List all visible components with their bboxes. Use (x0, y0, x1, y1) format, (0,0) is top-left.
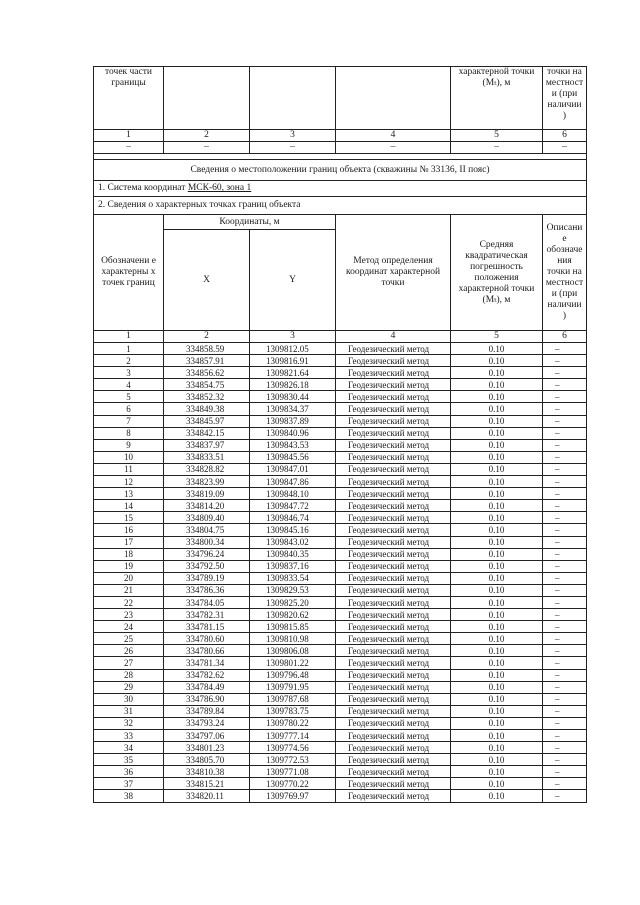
cell-d: – (543, 669, 587, 681)
table-row (94, 367, 587, 379)
cell-e: 0.10 (451, 427, 543, 439)
cell-m: Геодезический метод (336, 766, 451, 778)
cell-d: – (543, 427, 587, 439)
table-row (94, 512, 587, 524)
table-row (94, 451, 587, 463)
table-row (94, 415, 587, 427)
table-row (94, 584, 587, 596)
cell-m: Геодезический метод (336, 367, 451, 379)
cell-y: 1309825.20 (250, 596, 336, 608)
table-row (94, 681, 587, 693)
cell-e: 0.10 (451, 621, 543, 633)
table-row (94, 693, 587, 705)
table-row (94, 742, 587, 754)
cell-d: – (543, 524, 587, 536)
cell-e: 0.10 (451, 778, 543, 790)
cell-d: – (543, 717, 587, 729)
cell-m: Геодезический метод (336, 476, 451, 488)
cell-n: 10 (94, 451, 164, 463)
cell-n: 3 (94, 367, 164, 379)
cell-m: Геодезический метод (336, 524, 451, 536)
cell-m: Геодезический метод (336, 439, 451, 451)
cell-y: 1309791.95 (250, 681, 336, 693)
cell-d: – (543, 790, 587, 802)
top-col6-header: точки на местност и (при наличии ) (543, 67, 587, 130)
table-row (94, 633, 587, 645)
coord-system-name: МСК-60, зона 1 (187, 183, 252, 193)
cell-y: 1309840.35 (250, 548, 336, 560)
cell-m: Геодезический метод (336, 730, 451, 742)
table-row (94, 343, 587, 355)
cell-d: – (543, 403, 587, 415)
table-row (94, 548, 587, 560)
cell-e: 0.10 (451, 584, 543, 596)
cell-e: 0.10 (451, 355, 543, 367)
cell-d: – (543, 439, 587, 451)
cell-m: Геодезический метод (336, 560, 451, 572)
cell-n: 12 (94, 476, 164, 488)
cell-m: Геодезический метод (336, 778, 451, 790)
points-title: 2. Сведения о характерных точках границ объекта (94, 197, 587, 215)
cell-e: 0.10 (451, 754, 543, 766)
cell-n: 5 (94, 391, 164, 403)
cell-x: 334780.66 (164, 645, 250, 657)
header-coordinates: Координаты, м (164, 215, 336, 230)
cell-m: Геодезический метод (336, 669, 451, 681)
cell-e: 0.10 (451, 693, 543, 705)
cell-y: 1309821.64 (250, 367, 336, 379)
cell-x: 334801.23 (164, 742, 250, 754)
cell-d: – (543, 355, 587, 367)
cell-x: 334833.51 (164, 451, 250, 463)
cell-m: Геодезический метод (336, 355, 451, 367)
cell-x: 334815.21 (164, 778, 250, 790)
cell-y: 1309833.54 (250, 572, 336, 584)
cell-n: 16 (94, 524, 164, 536)
cell-d: – (543, 451, 587, 463)
coord-system: 1. Система координат МСК-60, зона 1 (94, 181, 587, 197)
cell-m: Геодезический метод (336, 645, 451, 657)
cell-y: 1309830.44 (250, 391, 336, 403)
cell-n: 18 (94, 548, 164, 560)
cell-m: Геодезический метод (336, 681, 451, 693)
table-row (94, 560, 587, 572)
header-method: Метод определения координат характерной точки (336, 215, 451, 331)
cell-x: 334819.09 (164, 488, 250, 500)
cell-d: – (543, 730, 587, 742)
cell-n: 26 (94, 645, 164, 657)
cell-y: 1309847.01 (250, 463, 336, 475)
cell-y: 1309837.16 (250, 560, 336, 572)
cell-y: 1309847.72 (250, 500, 336, 512)
cell-e: 0.10 (451, 463, 543, 475)
cell-d: – (543, 572, 587, 584)
table-row (94, 790, 587, 802)
cell-m: Геодезический метод (336, 621, 451, 633)
cell-m: Геодезический метод (336, 512, 451, 524)
coord-system-row (94, 181, 587, 197)
cell-n: 9 (94, 439, 164, 451)
cell-e: 0.10 (451, 572, 543, 584)
cell-y: 1309796.48 (250, 669, 336, 681)
top-header-row (94, 67, 587, 130)
cell-y: 1309829.53 (250, 584, 336, 596)
cell-e: 0.10 (451, 645, 543, 657)
cell-e: 0.10 (451, 705, 543, 717)
cell-n: 23 (94, 609, 164, 621)
cell-d: – (543, 584, 587, 596)
table-row (94, 427, 587, 439)
cell-n: 22 (94, 596, 164, 608)
cell-x: 334852.32 (164, 391, 250, 403)
cell-n: 11 (94, 463, 164, 475)
cell-y: 1309843.53 (250, 439, 336, 451)
table-row (94, 730, 587, 742)
cell-n: 17 (94, 536, 164, 548)
cell-x: 334797.06 (164, 730, 250, 742)
cell-e: 0.10 (451, 500, 543, 512)
cell-e: 0.10 (451, 451, 543, 463)
cell-n: 27 (94, 657, 164, 669)
cell-d: – (543, 778, 587, 790)
cell-x: 334857.91 (164, 355, 250, 367)
cell-m: Геодезический метод (336, 693, 451, 705)
cell-e: 0.10 (451, 343, 543, 355)
cell-e: 0.10 (451, 476, 543, 488)
cell-y: 1309816.91 (250, 355, 336, 367)
cell-n: 38 (94, 790, 164, 802)
cell-d: – (543, 742, 587, 754)
cell-e: 0.10 (451, 633, 543, 645)
cell-m: Геодезический метод (336, 548, 451, 560)
cell-y: 1309787.68 (250, 693, 336, 705)
cell-x: 334784.05 (164, 596, 250, 608)
table-row (94, 669, 587, 681)
cell-d: – (543, 657, 587, 669)
cell-y: 1309810.98 (250, 633, 336, 645)
table-row (94, 463, 587, 475)
cell-x: 334810.38 (164, 766, 250, 778)
cell-x: 334781.34 (164, 657, 250, 669)
cell-n: 24 (94, 621, 164, 633)
cell-e: 0.10 (451, 681, 543, 693)
cell-x: 334781.15 (164, 621, 250, 633)
cell-e: 0.10 (451, 536, 543, 548)
cell-x: 334789.19 (164, 572, 250, 584)
header-num-row: 1 2 3 4 5 6 (94, 331, 587, 343)
cell-d: – (543, 343, 587, 355)
cell-m: Геодезический метод (336, 717, 451, 729)
header-row-1 (94, 215, 587, 230)
cell-e: 0.10 (451, 512, 543, 524)
cell-x: 334814.20 (164, 500, 250, 512)
cell-x: 334845.97 (164, 415, 250, 427)
cell-d: – (543, 693, 587, 705)
cell-m: Геодезический метод (336, 609, 451, 621)
table-row (94, 391, 587, 403)
cell-n: 35 (94, 754, 164, 766)
cell-y: 1309848.10 (250, 488, 336, 500)
points-title-row (94, 197, 587, 215)
table-row (94, 621, 587, 633)
table-row (94, 439, 587, 451)
document-page (93, 66, 586, 803)
cell-y: 1309774.56 (250, 742, 336, 754)
cell-m: Геодезический метод (336, 343, 451, 355)
cell-m: Геодезический метод (336, 742, 451, 754)
cell-x: 334786.36 (164, 584, 250, 596)
cell-m: Геодезический метод (336, 488, 451, 500)
header-designation: Обозначени е характерны х точек границ (94, 215, 164, 331)
cell-m: Геодезический метод (336, 415, 451, 427)
cell-d: – (543, 766, 587, 778)
cell-x: 334782.62 (164, 669, 250, 681)
cell-e: 0.10 (451, 415, 543, 427)
cell-x: 334800.34 (164, 536, 250, 548)
top-col1-header: точек части границы (94, 67, 164, 130)
cell-n: 20 (94, 572, 164, 584)
header-y: Y (250, 230, 336, 331)
cell-m: Геодезический метод (336, 403, 451, 415)
cell-x: 334793.24 (164, 717, 250, 729)
cell-n: 34 (94, 742, 164, 754)
cell-m: Геодезический метод (336, 596, 451, 608)
top-col5-header: характерной точки (Mₜ), м (451, 67, 543, 130)
points-body (94, 343, 587, 803)
cell-e: 0.10 (451, 524, 543, 536)
cell-m: Геодезический метод (336, 705, 451, 717)
cell-m: Геодезический метод (336, 536, 451, 548)
section-title: Сведения о местоположении границ объекта (скважины № 33136, II пояс) (94, 160, 587, 181)
table-row (94, 766, 587, 778)
cell-x: 334856.62 (164, 367, 250, 379)
cell-y: 1309812.05 (250, 343, 336, 355)
cell-e: 0.10 (451, 403, 543, 415)
table-row (94, 596, 587, 608)
cell-n: 30 (94, 693, 164, 705)
cell-m: Геодезический метод (336, 463, 451, 475)
cell-x: 334858.59 (164, 343, 250, 355)
cell-d: – (543, 500, 587, 512)
cell-n: 29 (94, 681, 164, 693)
cell-x: 334782.31 (164, 609, 250, 621)
boundary-table (93, 66, 587, 803)
table-row (94, 705, 587, 717)
cell-x: 334849.38 (164, 403, 250, 415)
cell-m: Геодезический метод (336, 584, 451, 596)
cell-e: 0.10 (451, 766, 543, 778)
cell-e: 0.10 (451, 548, 543, 560)
cell-m: Геодезический метод (336, 451, 451, 463)
cell-n: 36 (94, 766, 164, 778)
cell-n: 1 (94, 343, 164, 355)
cell-d: – (543, 560, 587, 572)
cell-d: – (543, 609, 587, 621)
cell-n: 15 (94, 512, 164, 524)
cell-x: 334784.49 (164, 681, 250, 693)
table-row (94, 500, 587, 512)
table-row (94, 476, 587, 488)
cell-d: – (543, 476, 587, 488)
cell-y: 1309843.02 (250, 536, 336, 548)
cell-d: – (543, 488, 587, 500)
cell-y: 1309801.22 (250, 657, 336, 669)
cell-n: 28 (94, 669, 164, 681)
cell-y: 1309845.16 (250, 524, 336, 536)
table-row (94, 657, 587, 669)
cell-d: – (543, 367, 587, 379)
cell-x: 334837.97 (164, 439, 250, 451)
top-num-row: 1 2 3 4 5 6 (94, 130, 587, 142)
cell-x: 334789.84 (164, 705, 250, 717)
cell-n: 7 (94, 415, 164, 427)
cell-x: 334823.99 (164, 476, 250, 488)
table-row (94, 609, 587, 621)
cell-n: 31 (94, 705, 164, 717)
cell-x: 334786.90 (164, 693, 250, 705)
cell-m: Геодезический метод (336, 657, 451, 669)
table-row (94, 379, 587, 391)
cell-m: Геодезический метод (336, 633, 451, 645)
cell-d: – (543, 536, 587, 548)
cell-n: 33 (94, 730, 164, 742)
cell-y: 1309806.08 (250, 645, 336, 657)
cell-m: Геодезический метод (336, 379, 451, 391)
cell-m: Геодезический метод (336, 754, 451, 766)
cell-d: – (543, 754, 587, 766)
cell-n: 37 (94, 778, 164, 790)
header-description: Описани е обозначе ния точки на местност и (при наличии ) (543, 215, 587, 331)
cell-y: 1309847.86 (250, 476, 336, 488)
cell-y: 1309780.22 (250, 717, 336, 729)
cell-e: 0.10 (451, 657, 543, 669)
cell-x: 334842.15 (164, 427, 250, 439)
cell-e: 0.10 (451, 742, 543, 754)
cell-e: 0.10 (451, 560, 543, 572)
cell-n: 19 (94, 560, 164, 572)
cell-x: 334809.40 (164, 512, 250, 524)
cell-y: 1309783.75 (250, 705, 336, 717)
cell-n: 14 (94, 500, 164, 512)
cell-n: 8 (94, 427, 164, 439)
cell-y: 1309769.97 (250, 790, 336, 802)
cell-e: 0.10 (451, 596, 543, 608)
cell-y: 1309771.08 (250, 766, 336, 778)
cell-x: 334854.75 (164, 379, 250, 391)
cell-m: Геодезический метод (336, 790, 451, 802)
section-title-row (94, 160, 587, 181)
cell-d: – (543, 705, 587, 717)
cell-e: 0.10 (451, 379, 543, 391)
table-row (94, 717, 587, 729)
cell-n: 13 (94, 488, 164, 500)
cell-m: Геодезический метод (336, 500, 451, 512)
cell-d: – (543, 512, 587, 524)
cell-e: 0.10 (451, 730, 543, 742)
cell-m: Геодезический метод (336, 427, 451, 439)
table-row (94, 645, 587, 657)
cell-y: 1309770.22 (250, 778, 336, 790)
cell-x: 334792.50 (164, 560, 250, 572)
cell-x: 334796.24 (164, 548, 250, 560)
cell-y: 1309826.18 (250, 379, 336, 391)
cell-m: Геодезический метод (336, 391, 451, 403)
cell-d: – (543, 463, 587, 475)
cell-m: Геодезический метод (336, 572, 451, 584)
cell-y: 1309772.53 (250, 754, 336, 766)
cell-e: 0.10 (451, 488, 543, 500)
header-x: X (164, 230, 250, 331)
cell-e: 0.10 (451, 439, 543, 451)
cell-y: 1309820.62 (250, 609, 336, 621)
cell-x: 334820.11 (164, 790, 250, 802)
cell-y: 1309837.89 (250, 415, 336, 427)
cell-e: 0.10 (451, 717, 543, 729)
cell-y: 1309815.85 (250, 621, 336, 633)
table-row (94, 355, 587, 367)
table-row (94, 572, 587, 584)
table-row (94, 524, 587, 536)
cell-d: – (543, 379, 587, 391)
cell-y: 1309846.74 (250, 512, 336, 524)
cell-d: – (543, 681, 587, 693)
cell-n: 4 (94, 379, 164, 391)
cell-y: 1309834.37 (250, 403, 336, 415)
top-dash-row: – – – – – – (94, 142, 587, 154)
cell-d: – (543, 621, 587, 633)
cell-y: 1309840.96 (250, 427, 336, 439)
cell-d: – (543, 391, 587, 403)
cell-y: 1309845.56 (250, 451, 336, 463)
cell-e: 0.10 (451, 367, 543, 379)
cell-n: 21 (94, 584, 164, 596)
table-row (94, 754, 587, 766)
cell-n: 6 (94, 403, 164, 415)
cell-n: 25 (94, 633, 164, 645)
cell-d: – (543, 548, 587, 560)
cell-x: 334804.75 (164, 524, 250, 536)
cell-e: 0.10 (451, 609, 543, 621)
cell-d: – (543, 415, 587, 427)
cell-e: 0.10 (451, 391, 543, 403)
cell-e: 0.10 (451, 790, 543, 802)
cell-x: 334780.60 (164, 633, 250, 645)
table-row (94, 403, 587, 415)
cell-y: 1309777.14 (250, 730, 336, 742)
cell-e: 0.10 (451, 669, 543, 681)
table-row (94, 488, 587, 500)
cell-d: – (543, 645, 587, 657)
header-error: Средняя квадратическая погрешность положения характерной точки (Mₜ), м (451, 215, 543, 331)
cell-x: 334828.82 (164, 463, 250, 475)
cell-d: – (543, 596, 587, 608)
table-row (94, 536, 587, 548)
cell-n: 2 (94, 355, 164, 367)
cell-n: 32 (94, 717, 164, 729)
cell-x: 334805.70 (164, 754, 250, 766)
table-row (94, 778, 587, 790)
cell-d: – (543, 633, 587, 645)
